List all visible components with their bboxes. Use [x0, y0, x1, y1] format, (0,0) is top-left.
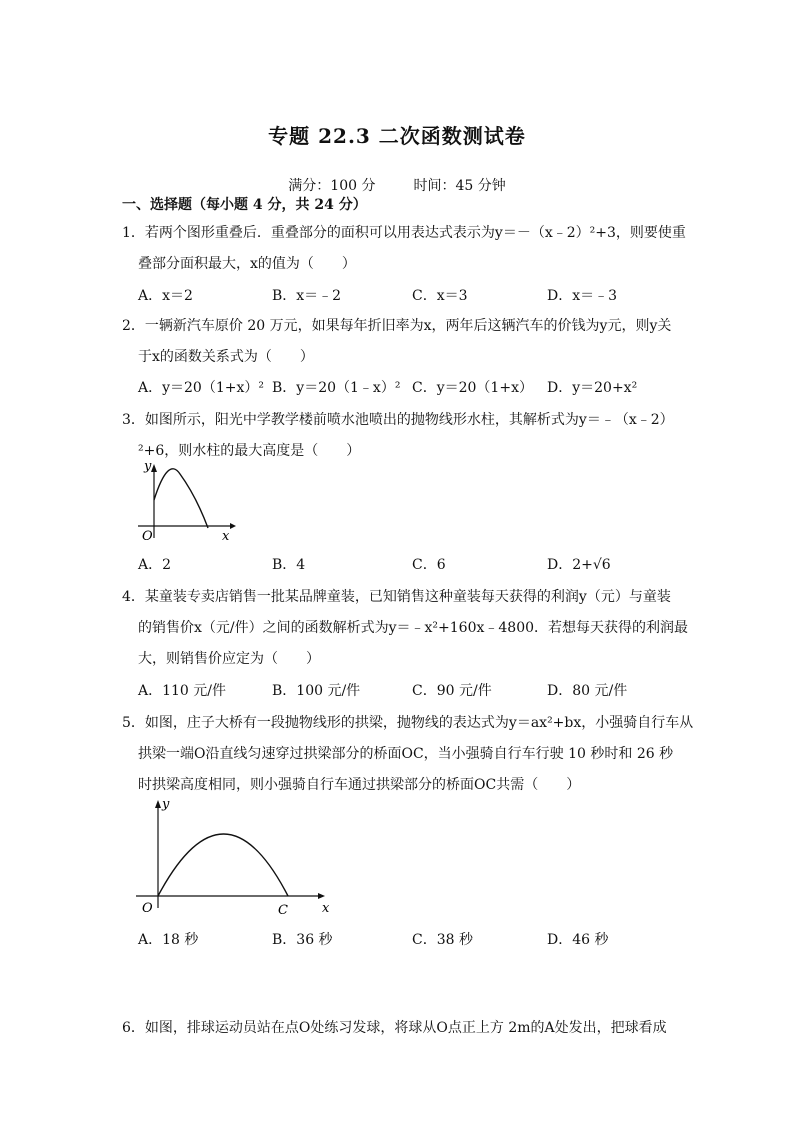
fountain-parabola-figure — [132, 458, 242, 544]
q2-option-b: B．y＝20（1﹣x）² — [272, 380, 401, 396]
q4-option-c: C．90 元/件 — [412, 683, 492, 699]
question-4-line-3: 大，则销售价应定为（ ） — [138, 651, 320, 667]
y-axis-label: y — [144, 459, 152, 474]
q3-option-c: C．6 — [412, 557, 446, 573]
x-axis-arrow — [230, 523, 236, 529]
question-5-line-1: 5．如图，庄子大桥有一段抛物线形的拱梁，抛物线的表达式为y＝ax²+bx，小强骑自行车从 — [122, 715, 694, 731]
q5-option-b: B．36 秒 — [272, 932, 333, 948]
q1-option-c: C．x＝3 — [412, 288, 468, 304]
q5-option-a: A．18 秒 — [138, 932, 199, 948]
page-title: 专题 22.3 二次函数测试卷 — [268, 124, 526, 148]
y-axis-label: y — [162, 797, 170, 812]
q2-option-c: C．y＝20（1+x） — [412, 380, 533, 396]
full-score: 满分：100 分 — [288, 178, 376, 194]
q1-option-d: D．x＝﹣3 — [547, 288, 618, 304]
point-c-label: C — [278, 903, 288, 918]
water-parabola — [154, 469, 208, 528]
question-4-line-1: 4．某童装专卖店销售一批某品牌童装，已知销售这种童装每天获得的利润y（元）与童装 — [122, 589, 671, 605]
x-axis-arrow — [318, 893, 325, 899]
question-3-line-1: 3．如图所示，阳光中学教学楼前喷水池喷出的抛物线形水柱，其解析式为y＝﹣（x﹣2） — [122, 412, 674, 428]
question-3-line-2: ²+6，则水柱的最大高度是（ ） — [138, 443, 361, 459]
x-axis-label: x — [222, 529, 230, 544]
q4-option-a: A．110 元/件 — [138, 683, 226, 699]
bridge-arch-figure — [130, 794, 340, 920]
question-5-line-2: 拱梁一端O沿直线匀速穿过拱梁部分的桥面OC，当小强骑自行车行驶 10 秒时和 26 秒 — [138, 746, 674, 762]
question-1-line-1: 1．若两个图形重叠后．重叠部分的面积可以用表达式表示为y＝－（x﹣2）²+3，则要使重 — [122, 225, 686, 241]
question-2-line-2: 于x的函数关系式为（ ） — [138, 349, 314, 365]
y-axis-arrow — [151, 464, 157, 472]
q1-option-a: A．x＝2 — [138, 288, 193, 304]
question-4-line-2: 的销售价x（元/件）之间的函数解析式为y＝﹣x²+160x﹣4800．若想每天获得的利润最 — [138, 620, 689, 636]
q4-option-d: D．80 元/件 — [547, 683, 628, 699]
question-1-line-2: 叠部分面积最大，x的值为（ ） — [138, 256, 356, 272]
exam-meta — [0, 175, 794, 195]
origin-label: O — [142, 901, 153, 916]
q5-option-c: C．38 秒 — [412, 932, 473, 948]
arch-parabola — [158, 834, 288, 896]
question-2-line-1: 2．一辆新汽车原价 20 万元，如果每年折旧率为x，两年后这辆汽车的价钱为y元，则y关 — [122, 318, 672, 334]
q3-option-a: A．2 — [138, 557, 172, 573]
q3-option-b: B．4 — [272, 557, 306, 573]
section-heading: 一、选择题（每小题 4 分，共 24 分） — [122, 197, 367, 213]
origin-label: O — [142, 529, 153, 544]
exam-time: 时间：45 分钟 — [413, 178, 506, 194]
question-6-line-1: 6．如图，排球运动员站在点O处练习发球，将球从O点正上方 2m的A处发出，把球看成 — [122, 1020, 667, 1036]
q1-option-b: B．x＝﹣2 — [272, 288, 342, 304]
q2-option-d: D．y＝20+x² — [547, 380, 638, 396]
y-axis-arrow — [155, 800, 161, 808]
q2-option-a: A．y＝20（1+x）² — [138, 380, 264, 396]
question-5-line-3: 时拱梁高度相同，则小强骑自行车通过拱梁部分的桥面OC共需（ ） — [138, 777, 581, 793]
q4-option-b: B．100 元/件 — [272, 683, 361, 699]
x-axis-label: x — [322, 901, 330, 916]
q3-option-d: D．2+√6 — [547, 557, 611, 573]
q5-option-d: D．46 秒 — [547, 932, 609, 948]
